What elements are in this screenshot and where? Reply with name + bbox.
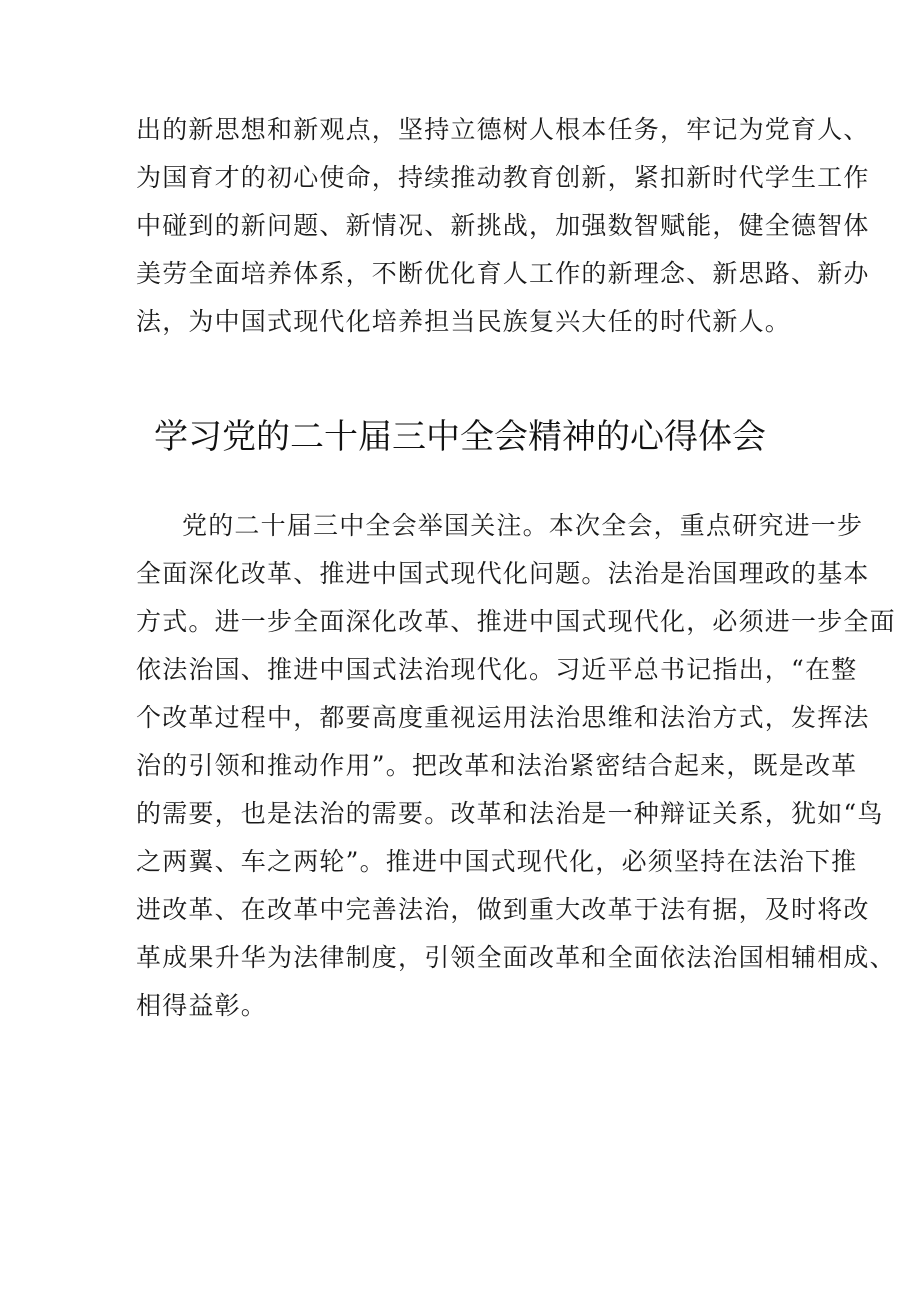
article-title: 学习党的二十届三中全会精神的心得体会: [154, 417, 766, 457]
paragraph-line: 全面深化改革、推进中国式现代化问题。法治是治国理政的基本: [136, 559, 870, 588]
paragraph-line: 个改革过程中，都要高度重视运用法治思维和法治方式，发挥法: [136, 703, 870, 732]
continued-paragraph: [136, 106, 870, 346]
paragraph-line: 革成果升华为法律制度，引领全面改革和全面依法治国相辅相成、: [136, 943, 896, 972]
paragraph-line: 党的二十届三中全会举国关注。本次全会，重点研究进一步: [182, 511, 864, 540]
paragraph-line: 法，为中国式现代化培养担当民族复兴大任的时代新人。: [136, 307, 792, 336]
paragraph-line: 治的引领和推动作用”。把改革和法治紧密结合起来，既是改革: [136, 751, 858, 780]
paragraph-line: 依法治国、推进中国式法治现代化。习近平总书记指出，“在整: [136, 655, 858, 684]
paragraph-line: 的需要，也是法治的需要。改革和法治是一种辩证关系，犹如“鸟: [136, 799, 884, 828]
body-paragraph: [136, 502, 896, 1030]
paragraph-line: 之两翼、车之两轮”。推进中国式现代化，必须坚持在法治下推: [136, 847, 858, 876]
paragraph-line: 中碰到的新问题、新情况、新挑战，加强数智赋能，健全德智体: [136, 211, 870, 240]
paragraph-line: 方式。进一步全面深化改革、推进中国式现代化，必须进一步全面: [136, 607, 896, 636]
paragraph-line: 进改革、在改革中完善法治，做到重大改革于法有据，及时将改: [136, 895, 870, 924]
paragraph-line: 相得益彰。: [136, 991, 268, 1020]
paragraph-line: 为国育才的初心使命，持续推动教育创新，紧扣新时代学生工作: [136, 163, 870, 192]
paragraph-line: 出的新思想和新观点，坚持立德树人根本任务，牢记为党育人、: [136, 115, 870, 144]
paragraph-line: 美劳全面培养体系，不断优化育人工作的新理念、新思路、新办: [136, 259, 870, 288]
